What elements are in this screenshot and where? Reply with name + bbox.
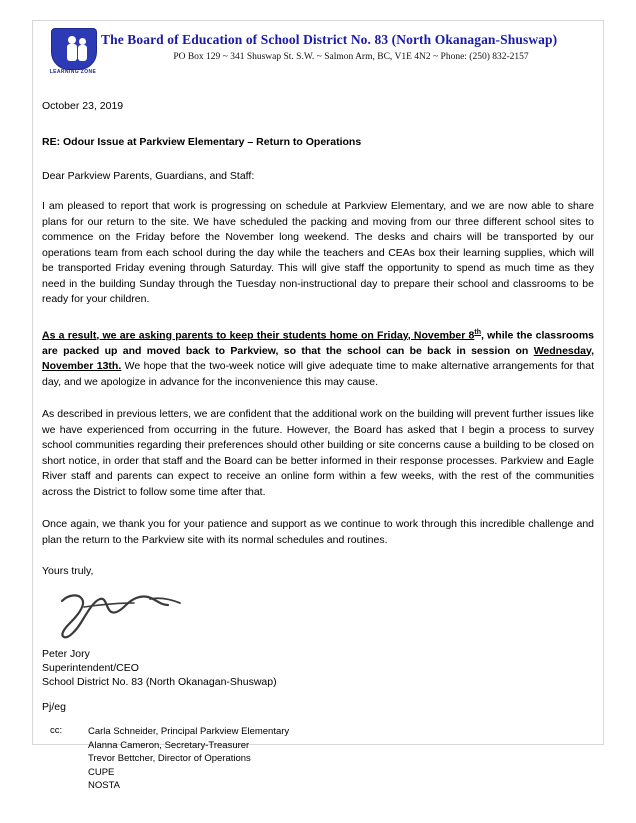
figure-head-icon [68,36,76,44]
paragraph-2-bold-underline: Wednesday, November 13th. [42,344,594,372]
paragraph-1: I am pleased to report that work is progressing on schedule at Parkview Elementary, and we are now able to share plans for our return to the site. We have scheduled the packing and moving from our three different school sites to commence on the Friday before the November long weekend. The desks and chairs will be transported by our operations team from each school during the day while the teachers and CEAs box their learning supplies, which will be transported Friday evening through Saturday. This will give staff the opportunity to spend as much time as they need in the building Sunday through the Tuesday non-instructional day to prepare their school and classrooms to be ready for your children. [42,200,594,305]
letter-subject: RE: Odour Issue at Parkview Elementary – Return to Operations [42,136,362,148]
logo-caption: LEARNING ZONE [49,69,97,75]
paragraph-2 [42,325,594,391]
paragraph-3: As described in previous letters, we are confident that the additional work on the building will prevent further issues like we have experienced from occurring in the future. However, the Board has asked that I begin a process to survey school communities regarding their preferences should other building or site concerns cause a building to be closed on short notice, in order that staff and the Board can be better informed in their response processes. Parkview and Eagle River staff and parents can expect to receive an online form within a few weeks, with the rest of the communities across the District to follow some time after that. [42,408,594,498]
signer-organization: School District No. 83 (North Okanagan-Shuswap) [42,676,277,688]
figure-head-icon [79,38,86,45]
list-item: Trevor Bettcher, Director of Operations [88,753,251,764]
signature [42,583,242,647]
letter-closing: Yours truly, [42,565,94,577]
letter-date: October 23, 2019 [42,100,124,112]
letterhead [33,26,603,82]
signer-title: Superintendent/CEO [42,662,139,674]
list-item: CUPE [88,766,115,778]
figure-body-icon [67,44,77,61]
paragraph-2-bold-part-2: , while the classrooms are packed up and moved back to Parkview, so that the school can be back in session on [42,329,594,357]
letter-body [42,100,594,793]
signer-name: Peter Jory [42,648,90,660]
paragraph-2-bold-part-1: As a result, we are asking parents to keep their students home on Friday, November 8 [42,329,475,341]
paragraph-2-rest: We hope that the two-week notice will give adequate time to make alternative arrangements for that day, and we apologize in advance for the inconvenience this may cause. [42,360,594,388]
cc-list [88,725,289,793]
shield-icon [51,28,97,70]
school-district-logo [43,28,103,80]
signer-block [42,647,594,689]
paragraph-2-ordinal-suffix: th [474,328,481,336]
list-item: Carla Schneider, Principal Parkview Elementary [88,726,290,737]
paragraph-4: Once again, we thank you for your patience and support as we continue to work through this incredible challenge and plan the return to the Parkview site with its normal schedules and routines. [42,518,594,546]
organization-address: PO Box 129 ~ 341 Shuswap St. S.W. ~ Salmon Arm, BC, V1E 4N2 ~ Phone: (250) 832-2157 [173,52,529,62]
cc-label: cc: [50,725,63,736]
letter-salutation: Dear Parkview Parents, Guardians, and Staff: [42,170,255,182]
cc-block [42,725,594,793]
letterhead-text [101,32,601,62]
list-item: Alanna Cameron, Secretary-Treasurer [88,739,250,751]
list-item: NOSTA [88,780,121,791]
figure-body-icon [78,45,87,61]
signature-icon [48,585,238,645]
typist-initials: Pj/eg [42,701,66,713]
organization-title: The Board of Education of School District No. 83 (North Okanagan-Shuswap) [101,32,558,47]
